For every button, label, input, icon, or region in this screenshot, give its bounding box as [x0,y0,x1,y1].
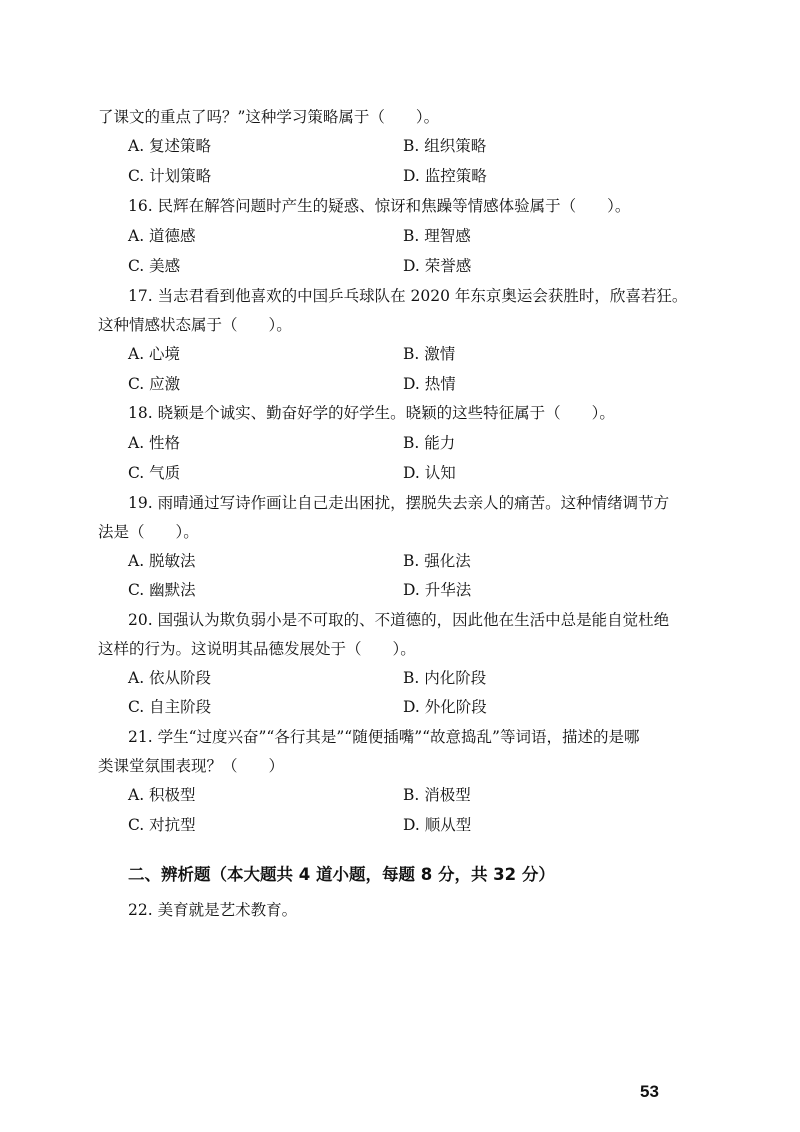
q16-option-c: C. 美感 [128,257,181,275]
q15-option-b: B. 组织策略 [403,137,487,155]
question-20-stem-line-1: 20. 国强认为欺负弱小是不可取的、不道德的，因此他在生活中总是能自觉杜绝 [128,611,670,629]
q15-option-d: D. 监控策略 [403,167,487,185]
q19-option-d: D. 升华法 [403,581,472,599]
q18-option-a: A. 性格 [128,434,181,452]
q17-option-a: A. 心境 [128,345,181,363]
q20-option-a: A. 依从阶段 [128,669,212,687]
question-20-stem-line-2: 这样的行为。这说明其品德发展处于（ ）。 [98,640,416,658]
question-19-stem-line-2: 法是（ ）。 [98,523,199,541]
question-18-stem: 18. 晓颖是个诚实、勤奋好学的好学生。晓颖的这些特征属于（ ）。 [128,404,615,422]
question-21-stem-line-1: 21. 学生“过度兴奋”“各行其是”“随便插嘴”“故意捣乱”等词语，描述的是哪 [128,728,640,746]
q19-option-b: B. 强化法 [403,552,471,570]
question-22-stem: 22. 美育就是艺术教育。 [128,901,298,919]
question-17-stem-line-2: 这种情感状态属于（ ）。 [98,316,292,334]
q18-option-c: C. 气质 [128,464,181,482]
page-number: 53 [640,1082,659,1101]
q19-option-a: A. 脱敏法 [128,552,196,570]
question-19-stem-line-1: 19. 雨晴通过写诗作画让自己走出困扰，摆脱失去亲人的痛苦。这种情绪调节方 [128,494,670,512]
q20-option-d: D. 外化阶段 [403,698,487,716]
q17-option-b: B. 激情 [403,345,456,363]
question-17-stem-line-1: 17. 当志君看到他喜欢的中国乒乓球队在 2020 年东京奥运会获胜时，欣喜若狂。 [128,287,688,305]
q20-option-b: B. 内化阶段 [403,669,487,687]
q18-option-b: B. 能力 [403,434,456,452]
q16-option-b: B. 理智感 [403,227,471,245]
q20-option-c: C. 自主阶段 [128,698,212,716]
q17-option-d: D. 热情 [403,375,456,393]
q21-option-d: D. 顺从型 [403,816,472,834]
question-15-stem-end: 了课文的重点了吗？”这种学习策略属于（ ）。 [98,108,440,126]
q19-option-c: C. 幽默法 [128,581,196,599]
q21-option-c: C. 对抗型 [128,816,196,834]
q16-option-d: D. 荣誉感 [403,257,472,275]
q15-option-c: C. 计划策略 [128,167,212,185]
q21-option-a: A. 积极型 [128,786,196,804]
q18-option-d: D. 认知 [403,464,456,482]
q16-option-a: A. 道德感 [128,227,196,245]
question-16-stem: 16. 民辉在解答问题时产生的疑惑、惊讶和焦躁等情感体验属于（ ）。 [128,197,631,215]
section-heading: 二、辨析题（本大题共 4 道小题，每题 8 分，共 32 分） [128,865,555,884]
q17-option-c: C. 应激 [128,375,181,393]
question-21-stem-line-2: 类课堂氛围表现？（ ） [98,757,285,775]
q21-option-b: B. 消极型 [403,786,471,804]
q15-option-a: A. 复述策略 [128,137,212,155]
